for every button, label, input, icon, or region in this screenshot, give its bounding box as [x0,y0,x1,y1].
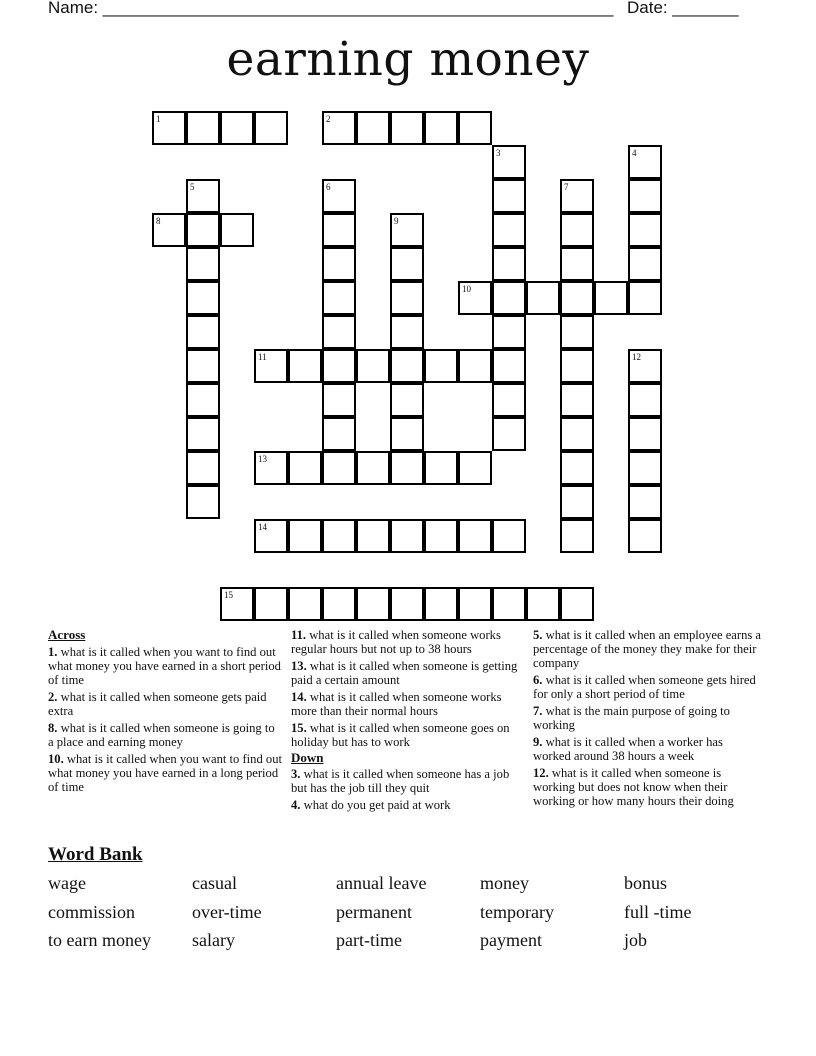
clue-item [291,798,526,812]
clues-column-1 [48,628,283,797]
crossword-cell[interactable] [390,519,424,553]
crossword-cell[interactable] [492,587,526,621]
word-bank-item: annual leave [336,873,427,893]
crossword-cell[interactable] [492,519,526,553]
clue-number-label: 13 [258,454,267,464]
crossword-cell[interactable] [424,111,458,145]
clue-item [533,704,761,732]
clue-number: 8. [48,721,58,735]
crossword-cell[interactable] [492,315,526,349]
clue-number-label: 7 [564,182,569,192]
crossword-cell[interactable] [560,485,594,519]
crossword-cell[interactable] [628,179,662,213]
crossword-cell[interactable] [458,519,492,553]
word-bank-item: job [624,930,648,950]
crossword-cell[interactable] [322,247,356,281]
crossword-cell[interactable] [628,519,662,553]
clue-item [291,628,526,656]
crossword-cell[interactable] [628,485,662,519]
clue-number-label: 3 [496,148,501,158]
word-bank-item: money [480,873,529,893]
crossword-cell[interactable] [322,349,356,383]
crossword-cell[interactable] [186,247,220,281]
crossword-cell[interactable] [322,179,356,213]
crossword-cell[interactable] [220,213,254,247]
crossword-cell[interactable] [322,587,356,621]
crossword-cell[interactable] [424,451,458,485]
crossword-cell[interactable] [424,587,458,621]
crossword-cell[interactable] [458,349,492,383]
crossword-cell[interactable] [186,111,220,145]
word-bank-item: salary [192,930,235,950]
date-field-label: Date: _______ [627,0,739,17]
clue-number-label: 1 [156,114,161,124]
crossword-cell[interactable] [390,587,424,621]
clue-number: 11. [291,628,307,642]
crossword-cell[interactable] [356,519,390,553]
page-title: earning money [226,32,590,87]
crossword-cell[interactable] [628,247,662,281]
clue-number: 7. [533,704,543,718]
clue-number-label: 11 [258,352,267,362]
crossword-cell[interactable] [458,587,492,621]
crossword-cell[interactable] [560,587,594,621]
crossword-cell[interactable] [186,349,220,383]
crossword-cell[interactable] [254,451,288,485]
clue-number: 13. [291,659,307,673]
clue-item [291,767,526,795]
clue-number-label: 6 [326,182,331,192]
clue-number-label: 15 [224,590,233,600]
clue-number-label: 4 [632,148,637,158]
word-bank-item: payment [480,930,542,950]
clue-item [291,690,526,718]
crossword-cell[interactable] [322,111,356,145]
clue-item [533,735,761,763]
crossword-cell[interactable] [390,451,424,485]
crossword-cell[interactable] [254,349,288,383]
crossword-cell[interactable] [560,247,594,281]
clue-text: what is it called when someone is going to a place and earning money [48,721,275,749]
clue-number-label: 9 [394,216,399,226]
crossword-cell[interactable] [424,519,458,553]
crossword-cell[interactable] [628,281,662,315]
clue-number: 9. [533,735,543,749]
crossword-cell[interactable] [322,383,356,417]
clue-number: 2. [48,690,58,704]
word-bank-item: temporary [480,901,554,922]
crossword-cell[interactable] [186,451,220,485]
clue-item [533,673,761,701]
crossword-cell[interactable] [186,383,220,417]
clue-text: what is it called when you want to find out what money you have earned in a short period of time [48,645,281,687]
clue-number: 5. [533,628,543,642]
word-bank-title: Word Bank [48,844,143,865]
crossword-cell[interactable] [186,281,220,315]
word-bank-item: to earn money [48,930,151,950]
word-bank-item: full -time [624,901,692,922]
crossword-cell[interactable] [186,485,220,519]
clue-item [291,721,526,749]
crossword-cell[interactable] [254,111,288,145]
clue-item [48,721,283,749]
clue-number: 3. [291,767,301,781]
crossword-cell[interactable] [560,349,594,383]
crossword-cell[interactable] [390,315,424,349]
crossword-cell[interactable] [560,417,594,451]
crossword-cell[interactable] [560,383,594,417]
clue-text: what is it called when someone has a job but has the job till they quit [291,767,510,795]
name-field-label: Name: ______________________________________________________ [48,0,614,17]
crossword-cell[interactable] [628,383,662,417]
clue-item [48,752,283,794]
crossword-cell[interactable] [356,587,390,621]
clue-number: 12. [533,766,549,780]
clue-number: 4. [291,798,301,812]
crossword-cell[interactable] [560,519,594,553]
crossword-cell[interactable] [390,383,424,417]
crossword-cell[interactable] [322,315,356,349]
crossword-cell[interactable] [628,213,662,247]
crossword-cell[interactable] [186,179,220,213]
clue-text: what is it called when a worker has worked around 38 hours a week [533,735,723,763]
clue-number-label: 12 [632,352,641,362]
clue-number: 10. [48,752,64,766]
clue-number: 1. [48,645,58,659]
clue-item [533,628,761,670]
clue-number-label: 8 [156,216,161,226]
clue-text: what is it called when an employee earns a percentage of the money they make for their company [533,628,762,670]
crossword-cell[interactable] [560,179,594,213]
crossword-cell[interactable] [322,213,356,247]
clue-number: 6. [533,673,543,687]
crossword-cell[interactable] [152,111,186,145]
crossword-cell[interactable] [322,451,356,485]
clue-text: what is it called when someone works more than their normal hours [291,690,502,718]
crossword-cell[interactable] [560,281,594,315]
word-bank-item: commission [48,901,136,922]
crossword-cell[interactable] [424,349,458,383]
crossword-cell[interactable] [458,111,492,145]
crossword-cell[interactable] [152,213,186,247]
clue-item [291,659,526,687]
across-heading: Across [48,627,86,642]
crossword-cell[interactable] [356,349,390,383]
crossword-cell[interactable] [458,281,492,315]
crossword-cell[interactable] [220,111,254,145]
clue-item [48,645,283,687]
clue-text: what is it called when someone goes on holiday but has to work [291,721,510,749]
crossword-cell[interactable] [322,519,356,553]
crossword-cell[interactable] [492,145,526,179]
clues-column-2 [291,628,526,815]
crossword-cell[interactable] [220,587,254,621]
clues-column-3 [533,628,761,811]
word-bank-item: part-time [336,930,402,950]
word-bank-item: wage [48,873,86,893]
crossword-cell[interactable] [560,213,594,247]
clue-item [48,690,283,718]
word-bank-item: over-time [192,901,262,922]
crossword-cell[interactable] [492,383,526,417]
clue-number-label: 2 [326,114,331,124]
crossword-cell[interactable] [186,315,220,349]
crossword-cell[interactable] [390,281,424,315]
crossword-cell[interactable] [492,247,526,281]
crossword-cell[interactable] [390,111,424,145]
crossword-cell[interactable] [628,145,662,179]
crossword-cell[interactable] [186,213,220,247]
crossword-cell[interactable] [254,587,288,621]
word-bank-item: bonus [624,873,668,893]
clue-text: what is it called when someone is working but does not know when their working or how many hours their doing [533,766,734,808]
crossword-cell[interactable] [288,349,322,383]
crossword-cell[interactable] [254,519,288,553]
crossword-cell[interactable] [526,281,560,315]
clue-text: what is it called when someone is getting paid a certain amount [291,659,518,687]
down-heading: Down [291,750,324,765]
clue-text: what is it called when someone works regular hours but not up to 38 hours [291,628,501,656]
crossword-cell[interactable] [186,417,220,451]
crossword-cell[interactable] [356,451,390,485]
crossword-cell[interactable] [322,281,356,315]
crossword-cell[interactable] [390,349,424,383]
crossword-cell[interactable] [390,213,424,247]
clue-text: what is it called when someone gets paid extra [48,690,267,718]
word-bank-item: casual [192,873,237,893]
crossword-cell[interactable] [288,587,322,621]
crossword-cell[interactable] [492,281,526,315]
clue-number: 15. [291,721,307,735]
crossword-cell[interactable] [526,587,560,621]
clue-text: what do you get paid at work [300,798,451,812]
clue-number-label: 5 [190,182,195,192]
crossword-cell[interactable] [628,451,662,485]
clue-text: what is the main purpose of going to working [533,704,730,732]
clue-number-label: 14 [258,522,267,532]
crossword-cell[interactable] [322,417,356,451]
crossword-cell[interactable] [560,451,594,485]
clue-text: what is it called when you want to find out what money you have earned in a long period of time [48,752,283,794]
crossword-cell[interactable] [492,349,526,383]
crossword-cell[interactable] [594,281,628,315]
crossword-cell[interactable] [390,417,424,451]
crossword-cell[interactable] [288,451,322,485]
clue-item [533,766,761,808]
clue-number-label: 10 [462,284,471,294]
word-bank-item: permanent [336,901,412,922]
crossword-cell[interactable] [492,213,526,247]
crossword-cell[interactable] [356,111,390,145]
crossword-cell[interactable] [492,417,526,451]
crossword-cell[interactable] [458,451,492,485]
crossword-cell[interactable] [560,315,594,349]
clue-number: 14. [291,690,307,704]
clue-text: what is it called when someone gets hired for only a short period of time [533,673,756,701]
crossword-cell[interactable] [390,247,424,281]
crossword-cell[interactable] [492,179,526,213]
crossword-cell[interactable] [288,519,322,553]
crossword-cell[interactable] [628,349,662,383]
word-bank [48,872,788,952]
crossword-cell[interactable] [628,417,662,451]
